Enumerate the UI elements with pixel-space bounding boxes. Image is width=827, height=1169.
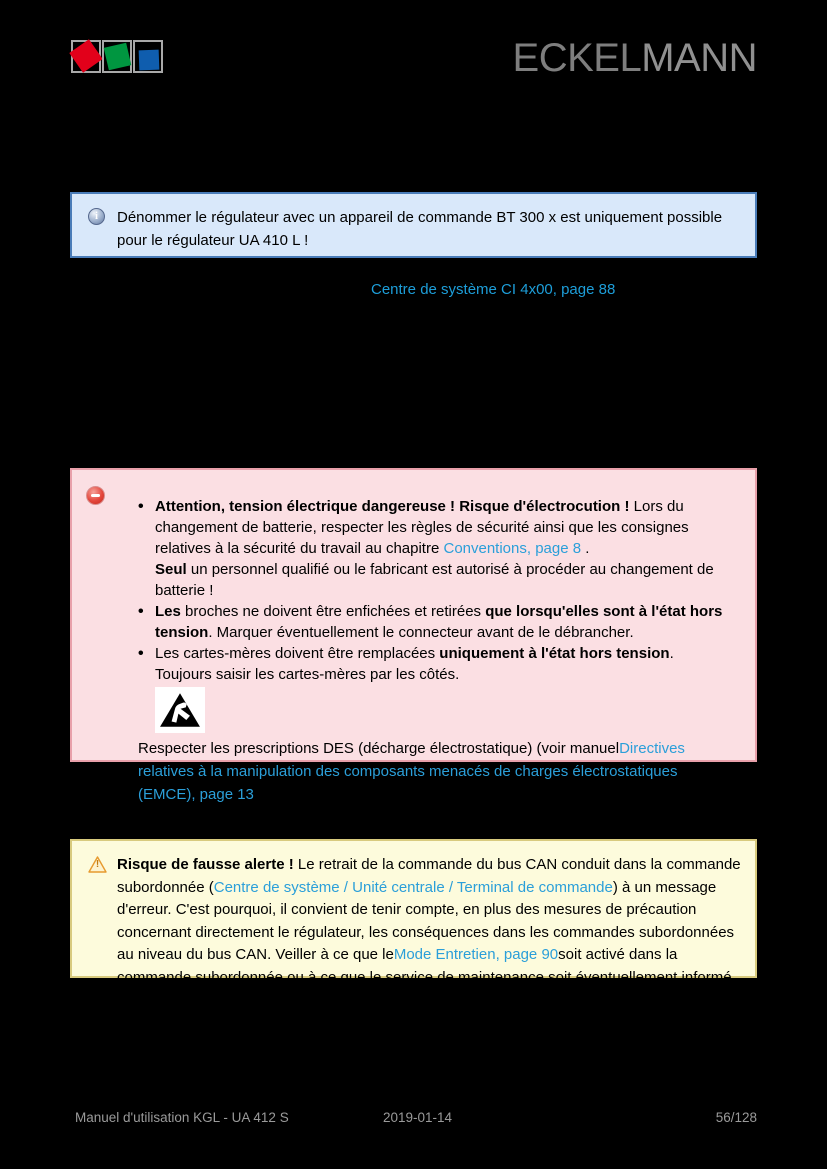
danger-b2-text1: broches ne doivent être enfichées et retirées	[180, 603, 486, 620]
info-note-text: Dénommer le régulateur avec un appareil de commande BT 300 x est uniquement possible pour le régulateur UA 410 L !	[117, 209, 723, 249]
esd-text2: ) !	[253, 786, 268, 803]
footer-page-number: 56/128	[715, 1110, 757, 1125]
bullet-dot: •	[138, 498, 144, 515]
no-entry-icon	[86, 486, 105, 505]
danger-b1-text3: un personnel qualifié ou le fabricant est autorisé à procéder au changement de batterie !	[155, 561, 714, 599]
maintenance-mode-link[interactable]: Mode Entretien, page 90	[393, 946, 559, 963]
danger-b1-text2: .	[581, 540, 590, 557]
danger-b1-text1: Lors du changement de batterie, respecter les règles de sécurité ainsi que les consignes relatives à la sécurité du travail au chapitre	[155, 498, 689, 557]
warning-exclamation: !	[95, 859, 100, 870]
esd-icon	[155, 687, 205, 733]
no-entry-bar	[91, 494, 100, 497]
green-square-icon	[104, 43, 132, 71]
warn-text2: ) à un message d'erreur. C'est pourquoi, il convient de tenir compte, en plus des mesures de précaution concernant directement le régulateur, les conséquences dans les commandes subordonnées au niveau du bus CAN. Veiller à ce que le	[117, 878, 735, 963]
eckelmann-logo-squares-icon	[71, 40, 164, 73]
system-centre-path-link[interactable]: Centre de système / Unité centrale / Terminal de commande	[213, 878, 613, 896]
danger-b1-bold1: Attention, tension électrique dangereuse ! Risque d'électrocution !	[155, 498, 630, 515]
conventions-link[interactable]: Conventions, page 8	[443, 540, 582, 557]
blue-square-icon	[139, 50, 160, 71]
page-footer	[0, 1110, 827, 1130]
warning-triangle-icon	[88, 856, 107, 873]
warning-paragraph	[117, 854, 741, 1012]
danger-b2-bold1: Les	[155, 603, 181, 620]
info-icon: i	[88, 208, 105, 225]
danger-b1-bold2: Seul	[155, 561, 187, 578]
danger-bullet-3	[138, 643, 734, 685]
warn-text3: soit activé dans la commande subordonnée ou à ce que le service de maintenance soit éventuellement informé au préalable.	[117, 946, 732, 1008]
brand-wordmark	[513, 36, 757, 81]
esd-text1: Respecter les prescriptions DES (décharge électrostatique) (voir manuel	[138, 740, 620, 757]
danger-bullet-1	[138, 496, 734, 601]
emce-directives-link[interactable]: Directives relatives à la manipulation des composants menacés de charges électrostatiques (EMCE), page 13	[138, 740, 685, 803]
danger-b2-text2: . Marquer éventuellement le connecteur avant de le débrancher.	[208, 624, 634, 641]
info-note-box	[70, 192, 757, 258]
bullet-dot: •	[138, 603, 144, 620]
logo-cell-blue	[133, 40, 163, 73]
esd-paragraph	[138, 737, 734, 806]
red-square-icon	[69, 39, 102, 72]
danger-note-box	[70, 468, 757, 803]
warning-note-box	[70, 839, 757, 1008]
danger-b3-text1: Les cartes-mères doivent être remplacées	[155, 645, 440, 662]
logo-cell-green	[102, 40, 132, 73]
footer-date: 2019-01-14	[383, 1110, 453, 1125]
danger-b3-text2: . Toujours saisir les cartes-mères par les côtés.	[155, 645, 674, 683]
brand-part2: MANN	[641, 36, 757, 80]
system-centre-link[interactable]: Centre de système CI 4x00, page 88	[371, 281, 616, 298]
warn-bold1: Risque de fausse alerte !	[117, 856, 294, 873]
danger-b3-bold1: uniquement à l'état hors tension	[439, 645, 670, 662]
footer-document-title: Manuel d'utilisation KGL - UA 412 S	[75, 1110, 289, 1125]
brand-part1: ECKEL	[512, 36, 642, 80]
danger-bullet-2	[138, 601, 734, 643]
logo-cell-red	[71, 40, 101, 73]
danger-b2-bold2: que lorsqu'elles sont à l'état hors tension	[155, 603, 723, 641]
warn-text1: Le retrait de la commande du bus CAN conduit dans la commande subordonnée (	[117, 856, 741, 896]
bullet-dot: •	[138, 645, 144, 662]
